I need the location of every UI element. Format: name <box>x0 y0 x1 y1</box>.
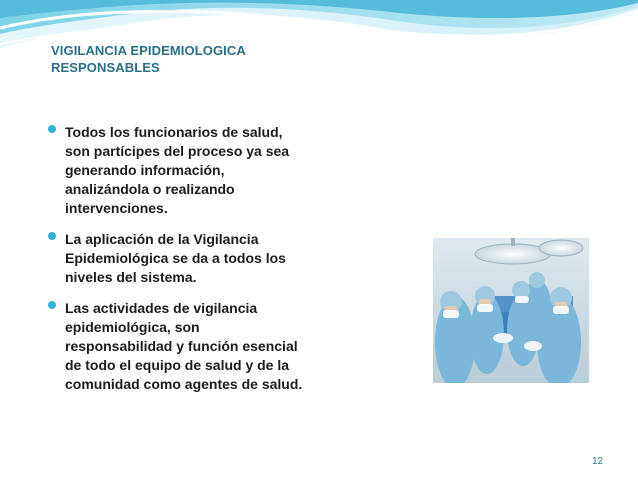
bullet-text-line: de todo el equipo de salud y de la <box>65 357 290 373</box>
bullet-dot-icon <box>48 301 56 309</box>
bullet-dot-icon <box>48 232 56 240</box>
title-line-2: RESPONSABLES <box>51 60 160 75</box>
surgical-team-photo <box>433 238 589 383</box>
bullet-text-line: generando información, <box>65 162 225 178</box>
bullet-text-line: Las actividades de vigilancia <box>65 300 258 316</box>
bullet-dot-icon <box>48 125 56 133</box>
page-number: 12 <box>592 456 604 467</box>
bullet-text-line: Todos los funcionarios de salud, <box>65 124 283 140</box>
bullet-item <box>48 299 348 394</box>
bullet-item <box>48 230 348 287</box>
slide-title <box>51 42 451 76</box>
title-line-1: VIGILANCIA EPIDEMIOLOGICA <box>51 43 246 58</box>
bullet-text-line: responsabilidad y función esencial <box>65 338 298 354</box>
bullet-text-line: comunidad como agentes de salud. <box>65 376 303 392</box>
bullet-text-line: La aplicación de la Vigilancia <box>65 231 259 247</box>
bullet-list <box>48 123 348 406</box>
bullet-item <box>48 123 348 218</box>
bullet-text-line: intervenciones. <box>65 200 168 216</box>
bullet-text-line: epidemiológica, son <box>65 319 200 335</box>
bullet-text-line: son partícipes del proceso ya sea <box>65 143 290 159</box>
bullet-text-line: Epidemiológica se da a todos los <box>65 250 286 266</box>
bullet-text-line: analizándola o realizando <box>65 181 235 197</box>
bullet-text-line: niveles del sistema. <box>65 269 197 285</box>
